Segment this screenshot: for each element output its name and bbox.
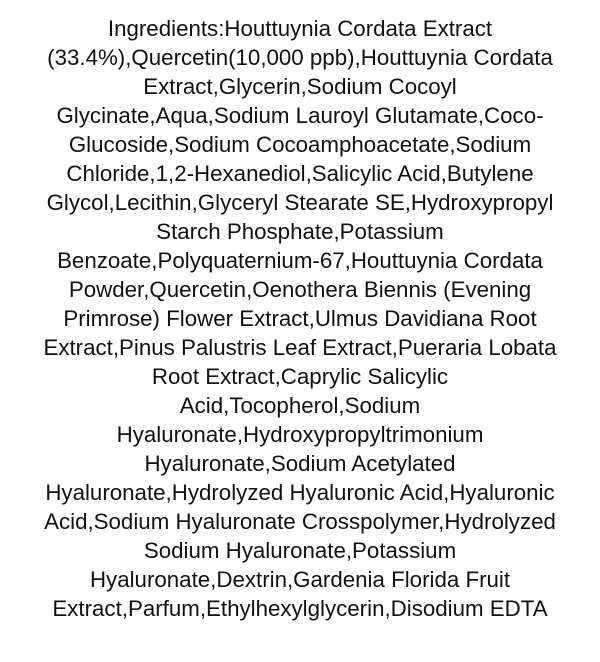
ingredients-line-2: (33.4%),Quercetin(10,000 ppb),Houttuynia Cordata <box>47 45 553 70</box>
ingredients-line-3: Extract,Glycerin,Sodium Cocoyl <box>143 74 457 99</box>
ingredients-line-15: Hyaluronate,Hydroxypropyltrimonium <box>116 422 484 447</box>
ingredients-line-14: Acid,Tocopherol,Sodium <box>179 393 421 418</box>
ingredients-line-13: Root Extract,Caprylic Salicylic <box>151 364 449 389</box>
ingredients-line-16: Hyaluronate,Sodium Acetylated <box>144 451 456 476</box>
ingredients-list <box>20 14 580 623</box>
ingredients-line-4: Glycinate,Aqua,Sodium Lauroyl Glutamate,Coco- <box>56 103 544 128</box>
ingredients-line-9: Benzoate,Polyquaternium-67,Houttuynia Cordata <box>57 248 543 273</box>
ingredients-line-21: Extract,Parfum,Ethylhexylglycerin,Disodium EDTA <box>52 596 548 621</box>
ingredients-line-19: Sodium Hyaluronate,Potassium <box>143 538 457 563</box>
ingredients-line-1: Ingredients:Houttuynia Cordata Extract <box>107 16 493 41</box>
ingredients-line-12: Extract,Pinus Palustris Leaf Extract,Pueraria Lobata <box>43 335 557 360</box>
ingredients-line-6: Chloride,1,2-Hexanediol,Salicylic Acid,Butylene <box>66 161 534 186</box>
ingredients-line-7: Glycol,Lecithin,Glyceryl Stearate SE,Hydroxypropyl <box>46 190 554 215</box>
ingredients-line-8: Starch Phosphate,Potassium <box>156 219 444 244</box>
ingredients-line-10: Powder,Quercetin,Oenothera Biennis (Evening <box>68 277 532 302</box>
ingredients-line-5: Glucoside,Sodium Cocoamphoacetate,Sodium <box>68 132 532 157</box>
ingredients-line-18: Acid,Sodium Hyaluronate Crosspolymer,Hydrolyzed <box>44 509 556 534</box>
ingredients-line-20: Hyaluronate,Dextrin,Gardenia Florida Fruit <box>89 567 511 592</box>
ingredients-line-11: Primrose) Flower Extract,Ulmus Davidiana Root <box>63 306 537 331</box>
ingredients-line-17: Hyaluronate,Hydrolyzed Hyaluronic Acid,Hyaluronic <box>45 480 555 505</box>
